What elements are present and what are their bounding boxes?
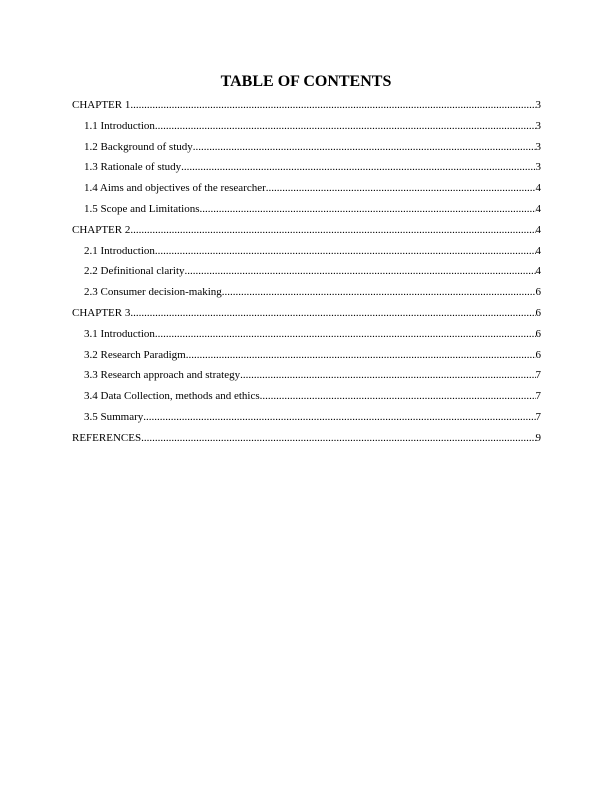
toc-page-number: 7 (535, 390, 541, 403)
toc-entry-label: CHAPTER 2 (72, 223, 131, 236)
toc-dot-leader (130, 306, 535, 320)
toc-page-number: 4 (535, 202, 541, 215)
toc-entry-label: 1.4 Aims and objectives of the researcher (84, 182, 266, 195)
toc-dot-leader (185, 264, 536, 278)
toc-dot-leader (155, 244, 536, 258)
toc-entry-label: 3.3 Research approach and strategy (84, 369, 241, 382)
toc-page-number: 3 (535, 140, 541, 153)
toc-entry-label: 1.5 Scope and Limitations (84, 202, 200, 215)
toc-page-number: 6 (535, 348, 541, 361)
toc-entry-label: CHAPTER 3 (72, 306, 131, 319)
toc-entry-label: 3.4 Data Collection, methods and ethics (84, 390, 260, 403)
toc-dot-leader (260, 389, 536, 403)
toc-entry-1-5[interactable] (72, 202, 541, 223)
toc-entry-chapter-1[interactable] (72, 98, 541, 119)
toc-page-number: 4 (535, 223, 541, 236)
table-of-contents (72, 98, 541, 452)
toc-page-number: 7 (535, 410, 541, 423)
toc-dot-leader (141, 431, 535, 445)
toc-entry-references[interactable] (72, 431, 541, 452)
toc-page-number: 6 (535, 306, 541, 319)
toc-dot-leader (181, 160, 535, 174)
toc-entry-label: CHAPTER 1 (72, 99, 131, 111)
toc-entry-label: 2.2 Definitional clarity (84, 265, 185, 278)
toc-entry-label: REFERENCES (72, 431, 142, 444)
toc-entry-3-4[interactable] (72, 389, 541, 410)
toc-entry-label: 1.1 Introduction (84, 119, 155, 132)
toc-entry-3-1[interactable] (72, 327, 541, 348)
toc-entry-3-5[interactable] (72, 410, 541, 431)
toc-page-number: 4 (535, 265, 541, 278)
toc-page-number: 4 (535, 182, 541, 195)
toc-entry-1-4[interactable] (72, 181, 541, 202)
toc-entry-1-1[interactable] (72, 119, 541, 140)
toc-entry-2-1[interactable] (72, 244, 541, 265)
toc-dot-leader (193, 140, 536, 154)
toc-dot-leader (186, 348, 536, 362)
toc-entry-label: 3.5 Summary (84, 410, 144, 423)
toc-entry-label: 1.3 Rationale of study (84, 161, 182, 174)
toc-dot-leader (240, 368, 535, 382)
toc-page-number: 7 (535, 369, 541, 382)
toc-entry-2-2[interactable] (72, 264, 541, 285)
toc-dot-leader (130, 98, 535, 112)
toc-dot-leader (155, 327, 536, 341)
toc-page-number: 3 (535, 119, 541, 132)
toc-page-number: 6 (535, 327, 541, 340)
toc-page-number: 3 (535, 99, 541, 111)
toc-entry-label: 2.3 Consumer decision-making (84, 286, 222, 299)
toc-page-number: 3 (535, 161, 541, 174)
toc-dot-leader (143, 410, 535, 424)
toc-dot-leader (130, 223, 535, 237)
toc-entry-label: 2.1 Introduction (84, 244, 155, 257)
page-title: TABLE OF CONTENTS (220, 73, 392, 90)
toc-entry-label: 1.2 Background of study (84, 140, 193, 153)
toc-page-number: 4 (535, 244, 541, 257)
toc-entry-1-3[interactable] (72, 160, 541, 181)
toc-entry-label: 3.1 Introduction (84, 327, 155, 340)
toc-entry-1-2[interactable] (72, 140, 541, 161)
toc-entry-chapter-3[interactable] (72, 306, 541, 327)
toc-entry-label: 3.2 Research Paradigm (84, 348, 186, 361)
toc-dot-leader (199, 202, 535, 216)
toc-dot-leader (266, 181, 536, 195)
toc-entry-2-3[interactable] (72, 285, 541, 306)
toc-dot-leader (155, 119, 536, 133)
toc-dot-leader (222, 285, 536, 299)
toc-entry-3-3[interactable] (72, 368, 541, 389)
toc-entry-3-2[interactable] (72, 348, 541, 369)
toc-page-number: 6 (535, 286, 541, 299)
toc-page-number: 9 (535, 431, 541, 444)
toc-entry-chapter-2[interactable] (72, 223, 541, 244)
